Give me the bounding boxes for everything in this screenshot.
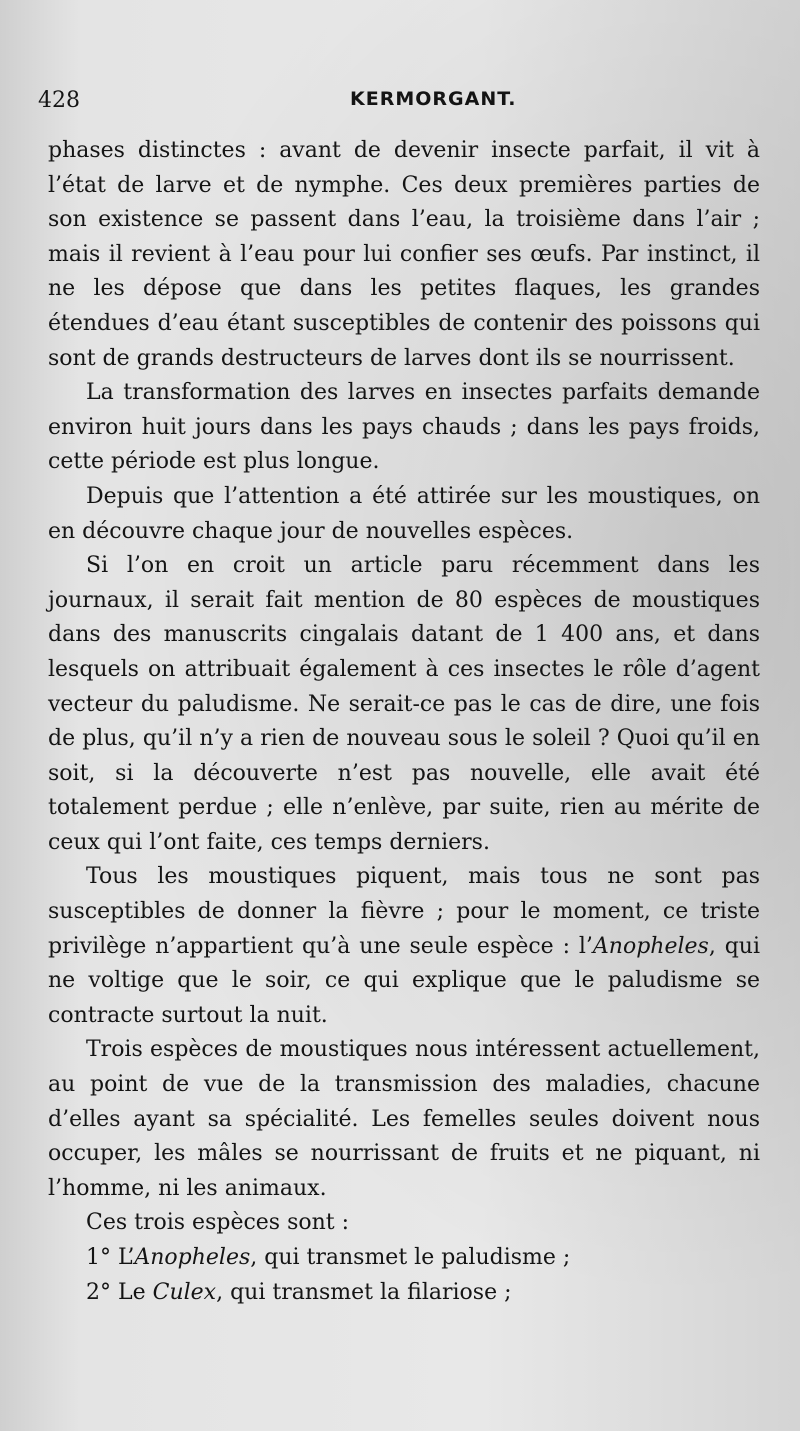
paragraph-1: phases distinctes : avant de devenir insecte parfait, il vit à l’état de larve et de nymphe. Ces deux premières parties de son existence se passent dans l’eau, la troisième dans l’air ; mais il revient à l’eau pour lui confier ses œufs. Par instinct, il ne les dépose que dans les petites flaques, les grandes étendues d’eau étant susceptibles de contenir des poissons qui sont de grands destructeurs de larves dont ils se nourrissent. [48,138,760,371]
list-item-2-end: , qui transmet la filariose ; [216,1279,512,1305]
list-item-1 [48,1241,760,1276]
anopheles-term: Anopheles [592,933,709,959]
paragraph-6: Trois espèces de moustiques nous intéressent actuellement, au point de vue de la transmission des maladies, chacune d’elles ayant sa spécialité. Les femelles seules doivent nous occuper, les mâles se nourrissant de fruits et ne piquant, ni l’homme, ni les animaux. [48,1037,760,1201]
list-item-2-term: Culex [152,1279,217,1305]
list-item-1-term: Anopheles [134,1245,251,1270]
page-number: 428 [38,88,80,113]
page-header [38,88,758,122]
paragraph-5-start: Tous les moustiques piquent, mais tous ne sont pas susceptibles de donner la fièvre ; pour le moment, ce triste privilège n’appartient qu’à une seule espèce : l’ [48,864,760,959]
paragraph-4: Si l’on en croit un article paru récemment dans les journaux, il serait fait mention de 80 espèces de moustiques dans des manuscrits cingalais datant de 1 400 ans, et dans lesquels on attribuait également à ces insectes le rôle d’agent vecteur du paludisme. Ne serait-ce pas le cas de dire, une fois de plus, qu’il n’y a rien de nouveau sous le soleil ? Quoi qu’il en soit, si la découverte n’est pas nouvelle, elle avait été totalement perdue ; elle n’enlève, par suite, rien au mérite de ceux qui l’ont faite, ces temps derniers. [48,553,760,855]
list-item-1-end: , qui transmet le paludisme ; [250,1245,571,1270]
paragraph-5-end: , qui ne voltige que le soir, ce qui explique que le paludisme se contracte surtout la nuit. [48,933,760,1028]
body-text [48,134,760,1310]
list-item-1-start: L’ [111,1245,135,1270]
list-number-1: 1° [86,1245,111,1270]
paragraph-7: Ces trois espèces sont : [86,1210,350,1236]
paragraph-3: Depuis que l’attention a été attirée sur les moustiques, on en découvre chaque jour de nouvelles espèces. [48,483,760,544]
list-item-2-start: Le [111,1279,153,1305]
list-item-2 [48,1276,760,1311]
list-number-2: 2° [86,1279,111,1305]
running-title: KERMORGANT. [350,88,517,110]
paragraph-5 [48,860,760,1033]
paragraph-2: La transformation des larves en insectes parfaits demande environ huit jours dans les pays chauds ; dans les pays froids, cette période est plus longue. [48,380,760,475]
